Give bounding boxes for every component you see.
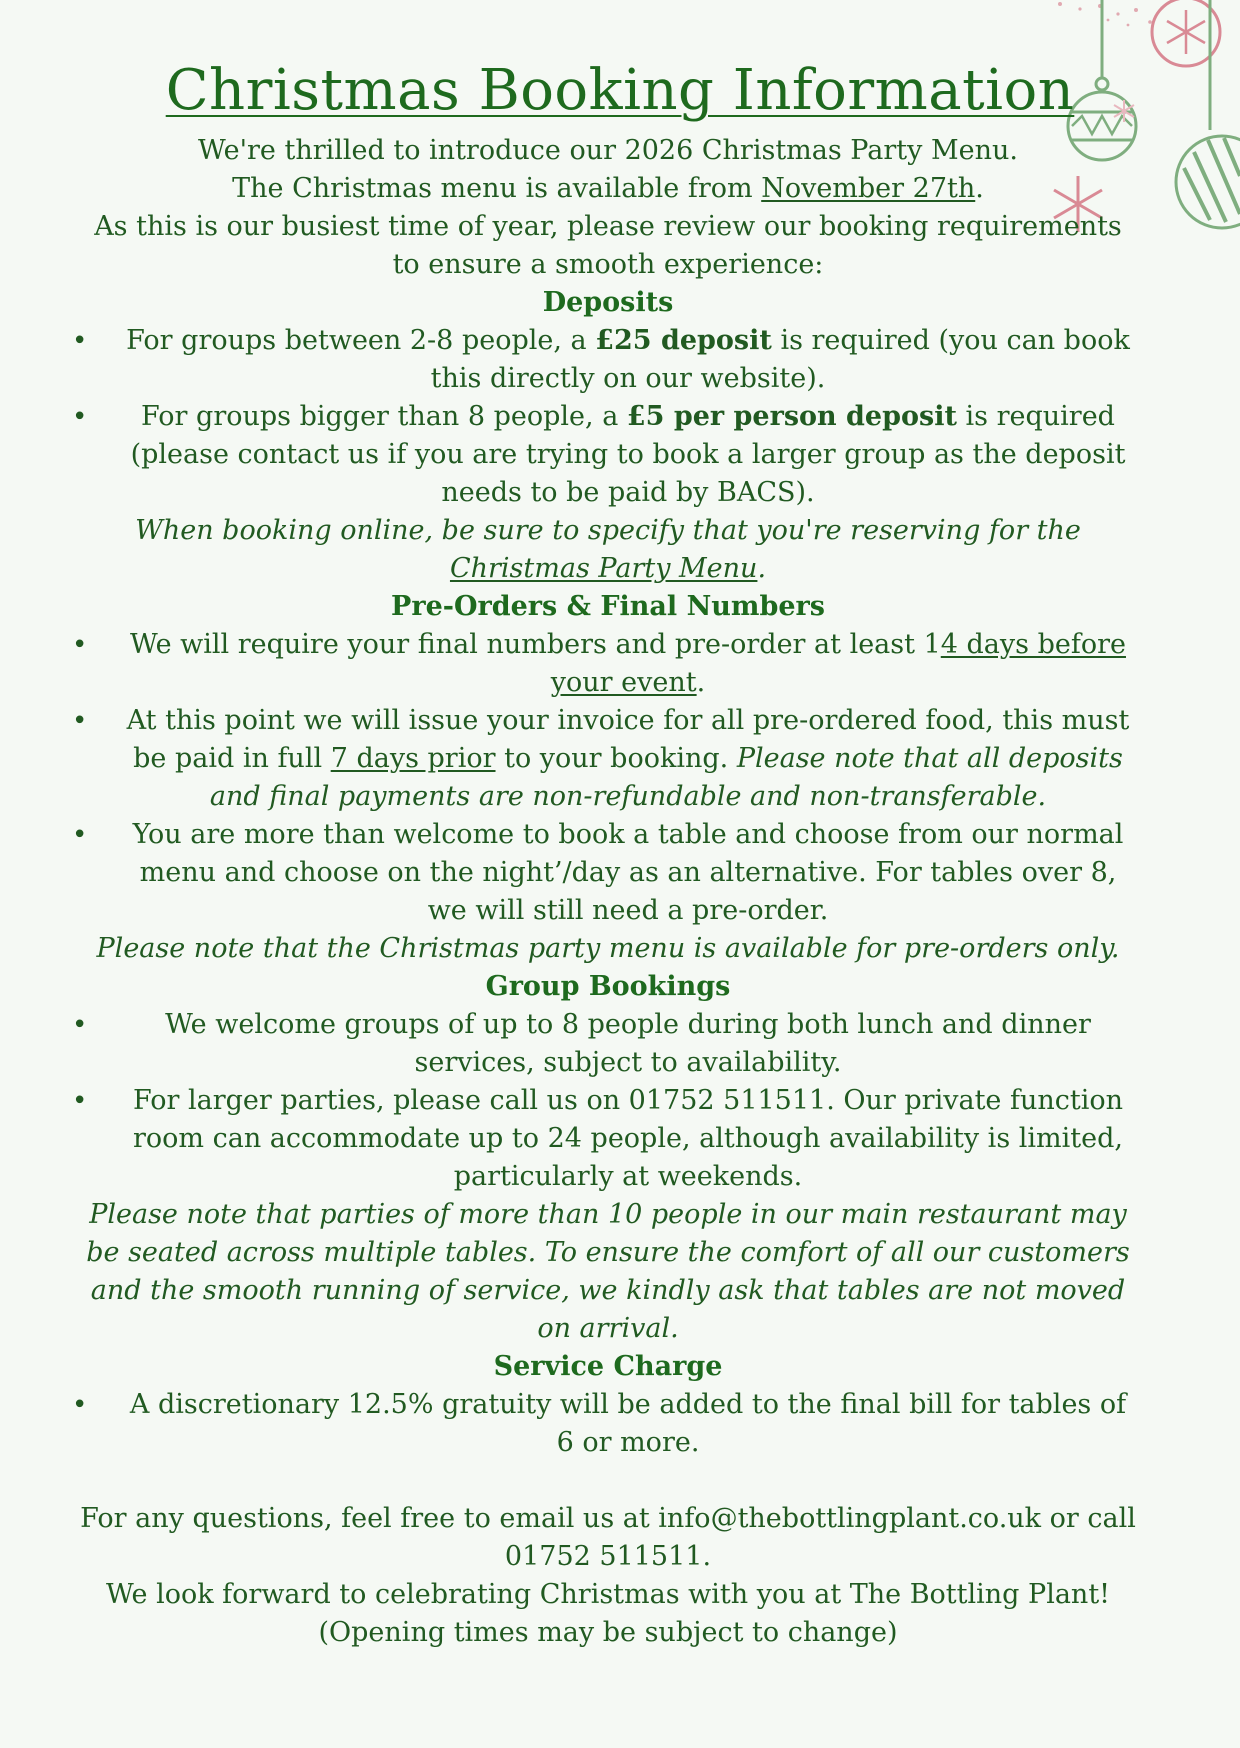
preorders-heading: Pre-Orders & Final Numbers [391,591,825,622]
group-bookings-note: Please note that parties of more than 10 people in our main restaurant may be seated across multiple tables. To ensure the comfort of all our customers and the smooth running of service, we kindly ask that tables are not moved on arrival. [86,1199,1130,1344]
list-item: • For groups bigger than 8 people, a £5 per person deposit is required (please contact us if you are trying to book a larger group as the deposit needs to be paid by BACS). [78,398,1138,512]
preorders-list [78,626,1138,930]
opening-times-note: (Opening times may be subject to change) [318,1617,898,1648]
list-item: • A discretionary 12.5% gratuity will be added to the final bill for tables of 6 or more. [78,1386,1138,1462]
contact-line: For any questions, feel free to email us at info@thebottlingplant.co.uk or call 01752 511511. [80,1503,1136,1572]
preorders-note: Please note that the Christmas party menu is available for pre-orders only. [96,933,1120,964]
group-bookings-list [78,1006,1138,1196]
intro-line-3: As this is our busiest time of year, please review our booking requirements to ensure a smooth experience: [94,211,1122,280]
dots-decoration [1058,2,1164,26]
list-item: • You are more than welcome to book a table and choose from our normal menu and choose on the night’/day as an alternative. For tables over 8, we will still need a pre-order. [78,816,1138,930]
intro-line-2: The Christmas menu is available from November 27th. [232,173,984,204]
service-charge-heading: Service Charge [493,1351,723,1382]
list-item: • For groups between 2-8 people, a £25 deposit is required (you can book this directly on our website). [78,322,1138,398]
deposits-note: When booking online, be sure to specify that you're reserving for the Christmas Party Menu. [135,515,1081,584]
list-item: • We welcome groups of up to 8 people during both lunch and dinner services, subject to availability. [78,1006,1138,1082]
start-date: November 27th [761,173,976,204]
service-charge-list [78,1386,1138,1462]
group-bookings-heading: Group Bookings [485,971,731,1002]
deposits-list [78,322,1138,512]
page-title: Christmas Booking Information [165,58,1075,123]
closing-line: We look forward to celebrating Christmas with you at The Bottling Plant! [105,1579,1111,1610]
content [78,132,1138,1652]
list-item: • At this point we will issue your invoice for all pre-ordered food, this must be paid in full 7 days prior to your booking. Please note that all deposits and final payments are non-refundable and non-transferable. [78,702,1138,816]
list-item: • For larger parties, please call us on 01752 511511. Our private function room can accommodate up to 24 people, although availability is limited, particularly at weekends. [78,1082,1138,1196]
intro-line-1: We're thrilled to introduce our 2026 Christmas Party Menu. [198,135,1018,166]
list-item: • We will require your final numbers and pre-order at least 14 days before your event. [78,626,1138,702]
deposits-heading: Deposits [542,287,674,318]
